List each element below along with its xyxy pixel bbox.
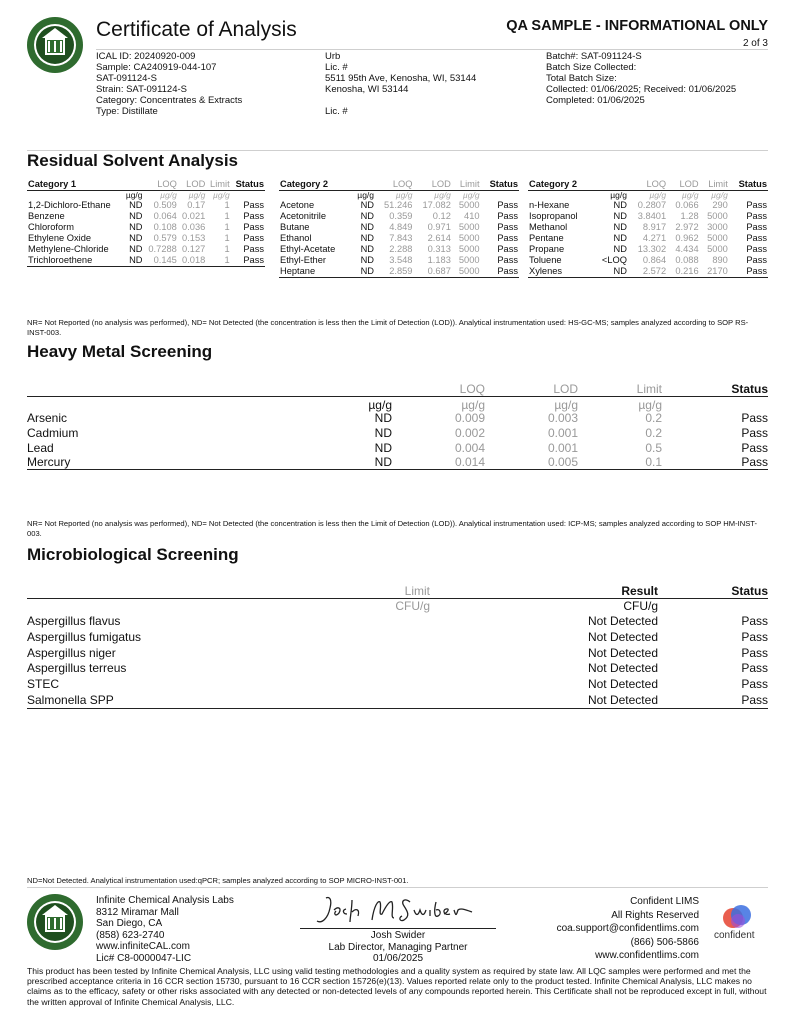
result-value: ND xyxy=(613,244,627,254)
micro-result: Not Detected xyxy=(587,629,658,644)
status-value: Pass xyxy=(746,222,767,232)
analyte-name: n-Hexane xyxy=(529,200,570,210)
category-header: Category 2 xyxy=(528,179,593,191)
signer-block xyxy=(300,930,496,965)
loq-value: 0.064 xyxy=(153,211,177,221)
solvent-row xyxy=(279,266,519,278)
micro-result: Not Detected xyxy=(587,645,658,660)
analyte-name: Isopropanol xyxy=(529,211,578,221)
header-divider xyxy=(96,49,768,50)
limit-value: 5000 xyxy=(458,222,480,232)
confident-logo-text: confident xyxy=(714,930,755,941)
result-value: ND xyxy=(351,266,375,278)
lod-value: 0.313 xyxy=(427,244,451,254)
loq-value: 0.2807 xyxy=(637,200,667,210)
loq-value: 0.509 xyxy=(153,200,177,210)
sample-info-line: SAT-091124-S xyxy=(96,73,157,84)
lims-website-link[interactable]: www.confidentlims.com xyxy=(595,950,699,962)
metal-section-title: Heavy Metal Screening xyxy=(27,342,213,361)
page-title: Certificate of Analysis xyxy=(96,18,297,41)
metal-loq: 0.002 xyxy=(454,425,485,440)
limit-value: 290 xyxy=(712,200,728,210)
result-value: ND xyxy=(122,255,143,267)
solvent-row xyxy=(279,255,519,266)
micro-analyte: Salmonella SPP xyxy=(27,693,114,707)
metal-lod: 0.003 xyxy=(547,411,578,425)
analyte-name: Butane xyxy=(280,222,310,232)
result-unit: µg/g xyxy=(125,190,143,200)
micro-note: ND=Not Detected. Analytical instrumentation used:qPCR; samples analyzed according to SOP MICRO-INST-001. xyxy=(27,876,409,885)
signer-name: Josh Swider xyxy=(370,930,426,941)
analyte-name: Heptane xyxy=(279,266,351,278)
sample-info-line: Category: Concentrates & Extracts xyxy=(96,95,243,106)
result-value: ND xyxy=(129,244,143,254)
lod-value: 0.036 xyxy=(182,222,206,232)
loq-header: LOQ xyxy=(144,179,178,191)
lab-address-line: Infinite Chemical Analysis Labs xyxy=(96,895,234,906)
analyte-name: Ethylene Oxide xyxy=(28,233,92,243)
loq-value: 0.7288 xyxy=(148,244,177,254)
loq-value: 4.849 xyxy=(389,222,413,232)
metal-limit: 0.2 xyxy=(645,425,662,440)
result-value: ND xyxy=(129,233,143,243)
lod-value: 2.972 xyxy=(675,222,699,232)
status-value: Pass xyxy=(497,244,518,254)
batch-info-line: Collected: 01/06/2025; Received: 01/06/2025 xyxy=(546,84,737,95)
analyte-name: Methanol xyxy=(529,222,568,232)
lod-value: 0.216 xyxy=(667,266,700,278)
lod-value: 4.434 xyxy=(675,244,699,254)
lod-header: LOD xyxy=(667,179,700,191)
limit-value: 3000 xyxy=(707,222,728,232)
limit-value: 5000 xyxy=(452,266,481,278)
status-value: Pass xyxy=(746,255,767,265)
lod-unit: µg/g xyxy=(188,190,206,200)
solvent-row xyxy=(279,233,519,244)
loq-value: 3.8401 xyxy=(637,211,667,221)
metal-header-rule xyxy=(27,396,768,397)
batch-info xyxy=(546,51,736,106)
limit-value: 5000 xyxy=(458,200,480,210)
lab-address-line: 8312 Miramar Mall xyxy=(96,906,179,918)
solvent-row xyxy=(27,255,265,267)
analyte-name: Methylene-Chloride xyxy=(28,244,109,254)
signer-date: 01/06/2025 xyxy=(372,953,424,965)
result-value: ND xyxy=(593,266,628,278)
metal-lod-header: LOD xyxy=(553,382,578,396)
limit-value: 2170 xyxy=(700,266,729,278)
loq-value: 2.288 xyxy=(389,244,413,254)
loq-value: 13.302 xyxy=(637,244,667,254)
status-value: Pass xyxy=(497,233,518,243)
solvent-row xyxy=(279,222,519,233)
solvent-row xyxy=(528,233,768,244)
limit-header: Limit xyxy=(452,179,481,191)
limit-header: Limit xyxy=(700,179,729,191)
analyte-name: Trichloroethene xyxy=(27,255,122,267)
status-value: Pass xyxy=(729,266,768,278)
limit-value: 5000 xyxy=(458,255,480,265)
status-value: Pass xyxy=(497,200,518,210)
micro-analyte: Aspergillus terreus xyxy=(27,661,127,676)
lab-logo xyxy=(26,16,84,74)
signature-line xyxy=(300,928,496,929)
disclaimer: This product has been tested by Infinite Chemical Analysis, LLC using valid testing methodologies and a quality system as required by state law. All LQC samples were performed and met the prescribed acceptance criteria in 16 CCR section 15730, pursuant to 16 CCR section 15726(e)(13). Values reported relate only to the product tested. Infinite Chemical Analysis, LLC makes no claims as to the efficacy, safety or other risks associated with any detected or non-detected levels of any compounds reported herein. This Certificate shall not be reproduced except in full, without the written approval of Infinite Chemical Analysis, LLC. xyxy=(27,966,767,1007)
limit-unit: µg/g xyxy=(212,190,230,200)
limit-value: 1 xyxy=(224,222,230,232)
analyte-name: Propane xyxy=(529,244,565,254)
client-info-line: Urb xyxy=(325,51,341,62)
solvent-table xyxy=(528,179,768,278)
footer-divider xyxy=(27,887,768,888)
loq-header: LOQ xyxy=(628,179,667,191)
lod-value: 1.183 xyxy=(427,255,451,265)
solvent-row xyxy=(528,222,768,233)
metal-status: Pass xyxy=(741,440,768,455)
confident-logo-icon xyxy=(720,903,756,931)
analyte-name: Chloroform xyxy=(28,222,74,232)
status-value: Pass xyxy=(746,211,767,221)
lab-logo-footer xyxy=(26,893,84,951)
micro-status: Pass xyxy=(741,677,768,692)
result-value: ND xyxy=(129,211,143,221)
lab-address-line: (858) 623-2740 xyxy=(96,929,165,941)
solvent-row xyxy=(27,200,265,211)
loq-header: LOQ xyxy=(375,179,413,191)
result-value: ND xyxy=(613,222,627,232)
metal-limit-unit: µg/g xyxy=(638,398,662,412)
lod-value: 1.28 xyxy=(680,211,699,221)
batch-info-line: Batch Size Collected: xyxy=(546,62,637,73)
metal-result: ND xyxy=(374,440,392,455)
lod-unit: µg/g xyxy=(681,190,699,200)
micro-status: Pass xyxy=(741,614,768,628)
micro-analyte: Aspergillus flavus xyxy=(27,614,121,628)
solvent-section-title: Residual Solvent Analysis xyxy=(27,151,238,170)
lod-value: 0.021 xyxy=(182,211,206,221)
lod-value: 0.018 xyxy=(178,255,206,267)
micro-status-header: Status xyxy=(731,584,768,598)
result-value: ND xyxy=(613,233,627,243)
sample-info-line: Strain: SAT-091124-S xyxy=(96,84,188,95)
result-value: ND xyxy=(360,233,375,243)
limit-unit: µg/g xyxy=(462,190,480,200)
metal-name: Cadmium xyxy=(27,425,79,440)
analyte-name: Ethanol xyxy=(280,233,312,243)
lod-value: 2.614 xyxy=(427,233,451,243)
limit-value: 1 xyxy=(224,211,230,221)
solvent-row xyxy=(528,200,768,211)
solvent-row xyxy=(279,244,519,255)
metal-limit: 0.1 xyxy=(645,455,662,470)
analyte-name: Xylenes xyxy=(528,266,593,278)
limit-value: 1 xyxy=(224,233,230,243)
limit-value: 5000 xyxy=(458,233,480,243)
lod-value: 0.17 xyxy=(187,200,206,210)
metal-limit: 0.2 xyxy=(645,411,662,425)
micro-result-unit: CFU/g xyxy=(623,599,658,613)
result-value: ND xyxy=(613,211,627,221)
status-header: Status xyxy=(231,179,265,191)
micro-result-header: Result xyxy=(621,584,658,598)
lims-email-link[interactable]: coa.support@confidentlims.com xyxy=(556,923,699,935)
analyte-name: Acetonitrile xyxy=(280,211,326,221)
micro-result: Not Detected xyxy=(587,677,658,692)
metal-status: Pass xyxy=(741,411,768,425)
micro-analyte: Aspergillus fumigatus xyxy=(27,629,142,644)
loq-value: 7.843 xyxy=(389,233,413,243)
status-value: Pass xyxy=(497,255,518,265)
loq-value: 8.917 xyxy=(642,222,667,232)
solvent-row xyxy=(27,244,265,255)
limit-value: 5000 xyxy=(707,233,728,243)
sample-info xyxy=(96,51,242,117)
metal-status: Pass xyxy=(741,425,768,440)
metal-loq-header: LOQ xyxy=(459,382,485,396)
micro-limit-header: Limit xyxy=(404,584,430,598)
micro-analyte: STEC xyxy=(27,677,60,692)
metal-result: ND xyxy=(374,411,392,425)
solvent-row xyxy=(279,200,519,211)
micro-status: Pass xyxy=(741,629,768,644)
status-value: Pass xyxy=(497,211,518,221)
metal-loq: 0.014 xyxy=(454,455,485,470)
limit-value: 5000 xyxy=(458,244,480,254)
status-value: Pass xyxy=(746,244,767,254)
batch-info-line: Completed: 01/06/2025 xyxy=(546,95,645,106)
solvent-row xyxy=(27,233,265,244)
solvent-table xyxy=(27,179,265,267)
micro-result: Not Detected xyxy=(587,614,658,628)
qa-label: QA SAMPLE - INFORMATIONAL ONLY xyxy=(506,18,768,34)
lab-address xyxy=(96,895,234,965)
lod-value: 0.088 xyxy=(675,255,699,265)
metal-limit: 0.5 xyxy=(645,440,662,455)
solvent-row xyxy=(528,211,768,222)
metal-note: NR= Not Reported (no analysis was performed), ND= Not Detected (the concentration is less then the Limit of Detection (LOD)). Analytical instrumentation used: ICP-MS; samples analyzed according to SOP HM-INST-003. xyxy=(27,519,758,538)
status-value: Pass xyxy=(746,233,767,243)
limit-value: 1 xyxy=(206,255,230,267)
metal-name: Lead xyxy=(27,440,54,455)
analyte-name: Ethyl-Ether xyxy=(280,255,326,265)
limit-value: 1 xyxy=(224,244,230,254)
loq-unit: µg/g xyxy=(649,190,667,200)
limit-value: 410 xyxy=(464,211,480,221)
result-unit: µg/g xyxy=(357,190,375,200)
lod-value: 0.12 xyxy=(432,211,451,221)
analyte-name: 1,2-Dichloro-Ethane xyxy=(28,200,111,210)
loq-value: 2.859 xyxy=(375,266,413,278)
solvent-row xyxy=(279,211,519,222)
status-value: Pass xyxy=(243,222,264,232)
micro-result: Not Detected xyxy=(587,661,658,676)
micro-analyte: Aspergillus niger xyxy=(27,645,116,660)
page-number: 2 of 3 xyxy=(742,38,768,49)
status-header: Status xyxy=(729,179,768,191)
metal-result: ND xyxy=(374,425,392,440)
lod-value: 0.066 xyxy=(675,200,699,210)
status-value: Pass xyxy=(481,266,519,278)
lod-value: 0.962 xyxy=(675,233,699,243)
status-header: Status xyxy=(481,179,519,191)
micro-section-title: Microbiological Screening xyxy=(27,545,239,564)
micro-result: Not Detected xyxy=(587,693,658,707)
sample-info-line: Sample: CA240919-044-107 xyxy=(96,62,217,73)
metal-name: Mercury xyxy=(27,455,71,470)
lims-line: Confident LIMS xyxy=(630,896,699,907)
metal-name: Arsenic xyxy=(27,411,68,425)
metal-lod-unit: µg/g xyxy=(554,398,578,412)
result-value: ND xyxy=(129,222,143,232)
micro-status: Pass xyxy=(741,693,768,707)
analyte-name: Acetone xyxy=(280,200,315,210)
result-value: ND xyxy=(613,200,627,210)
lab-address-line: www.infiniteCAL.com xyxy=(96,941,190,953)
lod-value: 0.687 xyxy=(413,266,451,278)
limit-value: 890 xyxy=(712,255,728,265)
metal-lod: 0.001 xyxy=(547,425,578,440)
lims-line: All Rights Reserved xyxy=(611,909,699,921)
lod-header: LOD xyxy=(413,179,451,191)
result-value: ND xyxy=(360,211,375,221)
limit-value: 1 xyxy=(224,200,230,210)
solvent-table xyxy=(279,179,519,278)
loq-unit: µg/g xyxy=(160,190,177,200)
analyte-name: Toluene xyxy=(529,255,562,265)
result-value: ND xyxy=(360,200,375,210)
micro-status: Pass xyxy=(741,661,768,676)
metal-loq: 0.009 xyxy=(454,411,485,425)
client-info-line: Lic. # xyxy=(325,62,348,73)
loq-value: 0.579 xyxy=(153,233,177,243)
lod-value: 17.082 xyxy=(422,200,451,210)
batch-info-line: Total Batch Size: xyxy=(546,73,617,84)
result-value: ND xyxy=(360,255,375,265)
client-info-line: 5511 95th Ave, Kenosha, WI, 53144 xyxy=(325,73,477,84)
solvent-row xyxy=(528,266,768,278)
lod-header: LOD xyxy=(178,179,206,191)
status-value: Pass xyxy=(243,233,264,243)
loq-value: 4.271 xyxy=(642,233,667,243)
limit-header: Limit xyxy=(206,179,230,191)
status-value: Pass xyxy=(243,244,264,254)
status-value: Pass xyxy=(231,255,265,267)
solvent-note: NR= Not Reported (no analysis was performed), ND= Not Detected (the concentration is less then the Limit of Detection (LOD)). Analytical instrumentation used: HS-GC-MS; samples analyzed according to SOP RS-INST-003. xyxy=(27,318,749,337)
result-value: ND xyxy=(360,244,375,254)
analyte-name: Pentane xyxy=(529,233,564,243)
loq-value: 51.246 xyxy=(384,200,413,210)
metal-result: ND xyxy=(374,455,392,470)
sample-info-line: Type: Distillate xyxy=(96,106,158,117)
result-value: ND xyxy=(129,200,143,210)
solvent-row xyxy=(528,244,768,255)
result-unit: µg/g xyxy=(610,190,627,200)
lims-block xyxy=(557,895,699,963)
loq-value: 3.548 xyxy=(389,255,413,265)
metal-status: Pass xyxy=(741,455,768,470)
limit-unit: µg/g xyxy=(711,190,728,200)
lod-value: 0.153 xyxy=(182,233,206,243)
category-header: Category 1 xyxy=(27,179,122,191)
metal-result-unit: µg/g xyxy=(368,398,392,412)
metal-lod: 0.001 xyxy=(547,440,578,455)
signer-title: Lab Director, Managing Partner xyxy=(328,941,468,953)
lab-address-line: Lic# C8-0000047-LIC xyxy=(96,952,192,964)
loq-unit: µg/g xyxy=(395,190,413,200)
limit-value: 5000 xyxy=(707,244,728,254)
micro-limit-unit: CFU/g xyxy=(395,599,430,613)
lab-address-line: San Diego, CA xyxy=(96,918,163,930)
client-lic: Lic. # xyxy=(325,106,348,117)
micro-bottom-rule xyxy=(27,708,768,709)
lod-unit: µg/g xyxy=(434,190,451,200)
solvent-row xyxy=(27,211,265,222)
lod-value: 0.127 xyxy=(182,244,206,254)
solvent-row xyxy=(528,255,768,266)
result-value: ND xyxy=(360,222,375,232)
metal-lod: 0.005 xyxy=(547,455,578,470)
category-header: Category 2 xyxy=(279,179,351,191)
batch-info-line: Batch#: SAT-091124-S xyxy=(546,51,642,62)
loq-value: 0.145 xyxy=(144,255,178,267)
metal-status-header: Status xyxy=(731,382,768,396)
metal-bottom-rule xyxy=(27,469,768,470)
solvent-row xyxy=(27,222,265,233)
status-value: Pass xyxy=(243,200,264,210)
signature-image xyxy=(312,892,484,928)
loq-value: 0.108 xyxy=(153,222,177,232)
metal-limit-header: Limit xyxy=(636,382,662,396)
analyte-name: Benzene xyxy=(28,211,65,221)
client-info xyxy=(325,51,476,117)
status-value: Pass xyxy=(243,211,264,221)
lod-value: 0.971 xyxy=(427,222,451,232)
status-value: Pass xyxy=(746,200,767,210)
metal-loq: 0.004 xyxy=(454,440,485,455)
metal-loq-unit: µg/g xyxy=(461,398,485,412)
loq-value: 0.359 xyxy=(389,211,413,221)
loq-value: 2.572 xyxy=(628,266,667,278)
result-value: <LOQ xyxy=(601,255,627,265)
analyte-name: Ethyl-Acetate xyxy=(280,244,336,254)
status-value: Pass xyxy=(497,222,518,232)
loq-value: 0.864 xyxy=(642,255,667,265)
sample-info-line: ICAL ID: 20240920-009 xyxy=(96,51,196,62)
micro-status: Pass xyxy=(741,645,768,660)
limit-value: 5000 xyxy=(707,211,728,221)
lims-phone: (866) 506-5866 xyxy=(630,936,699,948)
client-info-line: Kenosha, WI 53144 xyxy=(325,84,409,95)
